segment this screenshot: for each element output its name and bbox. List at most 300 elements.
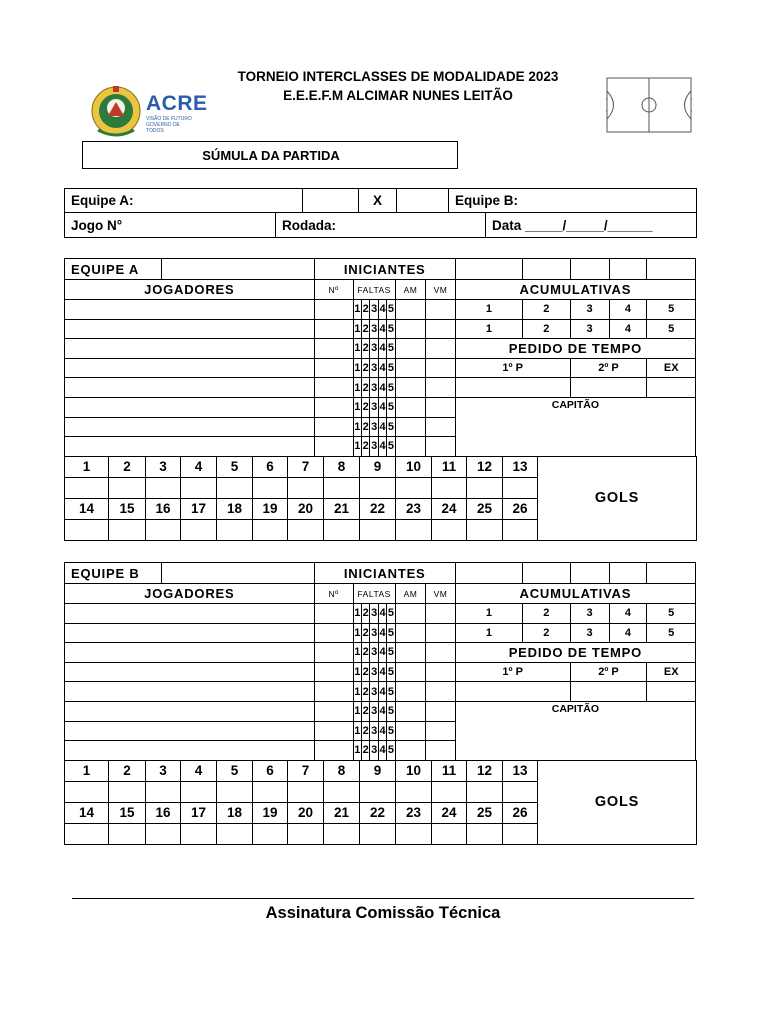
goal-mark-cell[interactable]	[65, 781, 109, 802]
player-number-cell[interactable]	[314, 623, 353, 643]
equipe-a-field[interactable]: Equipe A:	[65, 189, 303, 213]
player-name-cell[interactable]	[65, 721, 315, 741]
goal-number-cell: 2	[109, 760, 146, 781]
team-name-field[interactable]	[161, 563, 314, 584]
goal-mark-cell[interactable]	[217, 823, 253, 844]
futsal-court-icon	[606, 77, 692, 138]
falta-4-cell[interactable]: 4	[378, 378, 386, 398]
acumulativa-5-cell[interactable]: 5	[647, 623, 696, 643]
player-number-cell[interactable]	[314, 378, 353, 398]
falta-5-cell[interactable]: 5	[387, 300, 395, 320]
am-cell[interactable]	[395, 437, 426, 457]
player-name-cell[interactable]	[65, 417, 315, 437]
goal-number-cell: 4	[181, 456, 217, 477]
am-cell[interactable]	[395, 741, 426, 761]
acumulativa-3-cell[interactable]: 3	[570, 319, 609, 339]
goal-number-cell: 15	[109, 802, 146, 823]
falta-2-cell[interactable]: 2	[362, 319, 370, 339]
falta-4-cell[interactable]: 4	[378, 623, 386, 643]
goal-mark-cell[interactable]	[503, 519, 538, 540]
falta-3-cell[interactable]: 3	[370, 741, 378, 761]
am-cell[interactable]	[395, 721, 426, 741]
falta-3-cell[interactable]: 3	[370, 662, 378, 682]
vm-cell[interactable]	[426, 358, 456, 378]
falta-4-cell[interactable]: 4	[378, 662, 386, 682]
goal-mark-cell[interactable]	[396, 477, 432, 498]
vm-cell[interactable]	[426, 417, 456, 437]
versus-label: X	[359, 189, 397, 213]
acumulativa-2-cell[interactable]: 2	[523, 300, 570, 320]
player-number-cell[interactable]	[314, 358, 353, 378]
acumulativa-4-cell[interactable]: 4	[609, 623, 647, 643]
acumulativa-3-cell[interactable]: 3	[570, 604, 609, 624]
acumulativa-5-cell[interactable]: 5	[647, 300, 696, 320]
goal-number-cell: 18	[217, 802, 253, 823]
goal-number-cell: 2	[109, 456, 146, 477]
goal-number-cell: 6	[253, 456, 288, 477]
goal-mark-cell[interactable]	[288, 823, 324, 844]
goal-mark-cell[interactable]	[146, 477, 181, 498]
goal-mark-cell[interactable]	[396, 823, 432, 844]
score-b-field[interactable]	[397, 189, 449, 213]
am-cell[interactable]	[395, 604, 426, 624]
school-name: E.E.E.F.M ALCIMAR NUNES LEITÃO	[283, 88, 513, 103]
am-cell[interactable]	[395, 417, 426, 437]
falta-4-cell[interactable]: 4	[378, 319, 386, 339]
goal-mark-cell[interactable]	[503, 781, 538, 802]
falta-1-cell[interactable]: 1	[353, 721, 361, 741]
acre-logo	[88, 82, 208, 140]
player-number-cell[interactable]	[314, 682, 353, 702]
player-name-cell[interactable]	[65, 358, 315, 378]
goal-mark-cell[interactable]	[324, 477, 360, 498]
am-cell[interactable]	[395, 397, 426, 417]
acumulativa-2-cell[interactable]: 2	[523, 604, 570, 624]
goal-mark-cell[interactable]	[253, 477, 288, 498]
second-period-label: 2º P	[570, 662, 647, 682]
first-period-cell[interactable]	[455, 378, 570, 398]
falta-1-cell[interactable]: 1	[353, 437, 361, 457]
goal-mark-cell[interactable]	[181, 477, 217, 498]
falta-3-cell[interactable]: 3	[370, 417, 378, 437]
vm-cell[interactable]	[426, 741, 456, 761]
vm-cell[interactable]	[426, 378, 456, 398]
team-b-section	[64, 562, 697, 845]
goal-number-cell: 26	[503, 802, 538, 823]
acumulativa-4-cell[interactable]: 4	[609, 604, 647, 624]
falta-2-cell[interactable]: 2	[362, 662, 370, 682]
vm-cell[interactable]	[426, 721, 456, 741]
player-number-cell[interactable]	[314, 701, 353, 721]
falta-3-cell[interactable]: 3	[370, 378, 378, 398]
player-number-cell[interactable]	[314, 417, 353, 437]
match-info-table-2	[64, 212, 697, 238]
falta-1-cell[interactable]: 1	[353, 623, 361, 643]
am-cell[interactable]	[395, 623, 426, 643]
falta-2-cell[interactable]: 2	[362, 358, 370, 378]
falta-5-cell[interactable]: 5	[387, 623, 395, 643]
signature-label: Assinatura Comissão Técnica	[265, 904, 501, 922]
sumula-title: SÚMULA DA PARTIDA	[202, 148, 340, 163]
falta-4-cell[interactable]: 4	[378, 604, 386, 624]
goal-mark-cell[interactable]	[360, 823, 396, 844]
falta-2-cell[interactable]: 2	[362, 437, 370, 457]
falta-5-cell[interactable]: 5	[387, 662, 395, 682]
falta-3-cell[interactable]: 3	[370, 623, 378, 643]
falta-4-cell[interactable]: 4	[378, 682, 386, 702]
player-number-cell[interactable]	[314, 319, 353, 339]
falta-3-cell[interactable]: 3	[370, 604, 378, 624]
player-name-cell[interactable]	[65, 682, 315, 702]
falta-2-cell[interactable]: 2	[362, 604, 370, 624]
goal-mark-cell[interactable]	[324, 823, 360, 844]
vm-cell[interactable]	[426, 397, 456, 417]
player-number-cell[interactable]	[314, 721, 353, 741]
falta-1-cell[interactable]: 1	[353, 643, 361, 663]
gols-total-field[interactable]: GOLS	[538, 760, 697, 844]
player-name-cell[interactable]	[65, 319, 315, 339]
logo-subtitle-2: GOVERNO DE TODOS	[146, 122, 180, 134]
falta-5-cell[interactable]: 5	[387, 604, 395, 624]
second-period-cell[interactable]	[570, 682, 647, 702]
falta-1-cell[interactable]: 1	[353, 417, 361, 437]
am-cell[interactable]	[395, 662, 426, 682]
goal-mark-cell[interactable]	[324, 781, 360, 802]
goal-mark-cell[interactable]	[181, 823, 217, 844]
extra-time-cell[interactable]	[647, 682, 696, 702]
falta-5-cell[interactable]: 5	[387, 319, 395, 339]
capitao-field[interactable]: CAPITÃO	[455, 701, 695, 760]
falta-1-cell[interactable]: 1	[353, 701, 361, 721]
falta-4-cell[interactable]: 4	[378, 339, 386, 359]
falta-2-cell[interactable]: 2	[362, 397, 370, 417]
player-name-cell[interactable]	[65, 437, 315, 457]
jogadores-header: JOGADORES	[65, 280, 315, 300]
goal-number-cell: 22	[360, 498, 396, 519]
am-cell[interactable]	[395, 319, 426, 339]
data-field[interactable]: Data _____/_____/______	[486, 213, 697, 238]
goal-number-cell: 19	[253, 498, 288, 519]
goal-number-cell: 11	[432, 456, 467, 477]
goal-number-cell: 10	[396, 456, 432, 477]
acumulativa-1-cell[interactable]: 1	[455, 623, 522, 643]
faltas-header: FALTAS	[353, 584, 395, 604]
falta-1-cell[interactable]: 1	[353, 741, 361, 761]
acumulativa-1-cell[interactable]: 1	[455, 604, 522, 624]
goal-mark-cell[interactable]	[396, 781, 432, 802]
falta-5-cell[interactable]: 5	[387, 378, 395, 398]
top-blank-cell[interactable]	[523, 259, 570, 280]
goal-mark-cell[interactable]	[467, 477, 503, 498]
falta-4-cell[interactable]: 4	[378, 397, 386, 417]
extra-time-cell[interactable]	[647, 378, 696, 398]
vm-cell[interactable]	[426, 300, 456, 320]
goal-mark-cell[interactable]	[467, 519, 503, 540]
acumulativa-2-cell[interactable]: 2	[523, 623, 570, 643]
first-period-label: 1º P	[455, 358, 570, 378]
player-number-cell[interactable]	[314, 662, 353, 682]
goal-mark-cell[interactable]	[253, 823, 288, 844]
top-blank-cell[interactable]	[647, 563, 696, 584]
goal-mark-cell[interactable]	[65, 477, 109, 498]
goal-number-cell: 8	[324, 456, 360, 477]
goal-mark-cell[interactable]	[109, 823, 146, 844]
falta-2-cell[interactable]: 2	[362, 682, 370, 702]
player-name-cell[interactable]	[65, 643, 315, 663]
goal-number-cell: 17	[181, 802, 217, 823]
top-blank-cell[interactable]	[523, 563, 570, 584]
falta-5-cell[interactable]: 5	[387, 397, 395, 417]
team-name-field[interactable]	[161, 259, 314, 280]
falta-1-cell[interactable]: 1	[353, 682, 361, 702]
falta-1-cell[interactable]: 1	[353, 300, 361, 320]
numero-header: Nº	[314, 280, 353, 300]
goal-mark-cell[interactable]	[217, 519, 253, 540]
acumulativa-4-cell[interactable]: 4	[609, 319, 647, 339]
acumulativa-3-cell[interactable]: 3	[570, 623, 609, 643]
falta-3-cell[interactable]: 3	[370, 339, 378, 359]
goal-number-cell: 8	[324, 760, 360, 781]
falta-2-cell[interactable]: 2	[362, 623, 370, 643]
goal-mark-cell[interactable]	[432, 823, 467, 844]
player-name-cell[interactable]	[65, 300, 315, 320]
am-cell[interactable]	[395, 643, 426, 663]
goal-number-cell: 21	[324, 802, 360, 823]
acumulativa-1-cell[interactable]: 1	[455, 300, 522, 320]
falta-5-cell[interactable]: 5	[387, 643, 395, 663]
player-name-cell[interactable]	[65, 741, 315, 761]
goal-mark-cell[interactable]	[360, 519, 396, 540]
team-label: EQUIPE A	[65, 259, 162, 280]
top-blank-cell[interactable]	[570, 563, 609, 584]
score-a-field[interactable]	[303, 189, 359, 213]
falta-4-cell[interactable]: 4	[378, 721, 386, 741]
equipe-b-field[interactable]: Equipe B:	[449, 189, 697, 213]
falta-4-cell[interactable]: 4	[378, 701, 386, 721]
goal-mark-cell[interactable]	[253, 519, 288, 540]
goal-mark-cell[interactable]	[146, 781, 181, 802]
falta-5-cell[interactable]: 5	[387, 417, 395, 437]
falta-4-cell[interactable]: 4	[378, 643, 386, 663]
match-info-table	[64, 188, 697, 213]
falta-5-cell[interactable]: 5	[387, 339, 395, 359]
player-name-cell[interactable]	[65, 397, 315, 417]
top-blank-cell[interactable]	[609, 259, 647, 280]
jogo-field[interactable]: Jogo N°	[65, 213, 276, 238]
falta-2-cell[interactable]: 2	[362, 741, 370, 761]
player-number-cell[interactable]	[314, 437, 353, 457]
falta-2-cell[interactable]: 2	[362, 417, 370, 437]
top-blank-cell[interactable]	[570, 259, 609, 280]
acumulativa-5-cell[interactable]: 5	[647, 319, 696, 339]
extra-time-label: EX	[647, 662, 696, 682]
falta-3-cell[interactable]: 3	[370, 358, 378, 378]
goal-mark-cell[interactable]	[432, 477, 467, 498]
goal-mark-cell[interactable]	[217, 781, 253, 802]
vm-cell[interactable]	[426, 339, 456, 359]
goal-mark-cell[interactable]	[467, 823, 503, 844]
falta-3-cell[interactable]: 3	[370, 721, 378, 741]
falta-2-cell[interactable]: 2	[362, 721, 370, 741]
falta-3-cell[interactable]: 3	[370, 643, 378, 663]
goal-mark-cell[interactable]	[181, 781, 217, 802]
goal-mark-cell[interactable]	[288, 477, 324, 498]
falta-3-cell[interactable]: 3	[370, 397, 378, 417]
falta-5-cell[interactable]: 5	[387, 358, 395, 378]
falta-1-cell[interactable]: 1	[353, 339, 361, 359]
falta-2-cell[interactable]: 2	[362, 701, 370, 721]
falta-2-cell[interactable]: 2	[362, 339, 370, 359]
acumulativa-3-cell[interactable]: 3	[570, 300, 609, 320]
goal-mark-cell[interactable]	[432, 519, 467, 540]
numero-header: Nº	[314, 584, 353, 604]
falta-2-cell[interactable]: 2	[362, 378, 370, 398]
falta-5-cell[interactable]: 5	[387, 701, 395, 721]
goals-table	[64, 760, 697, 845]
goal-number-cell: 20	[288, 498, 324, 519]
goal-mark-cell[interactable]	[360, 781, 396, 802]
am-cell[interactable]	[395, 682, 426, 702]
goal-mark-cell[interactable]	[109, 477, 146, 498]
top-blank-cell[interactable]	[609, 563, 647, 584]
top-blank-cell[interactable]	[455, 563, 522, 584]
goals-table	[64, 456, 697, 541]
top-blank-cell[interactable]	[455, 259, 522, 280]
first-period-label: 1º P	[455, 662, 570, 682]
player-number-cell[interactable]	[314, 741, 353, 761]
goal-number-cell: 9	[360, 456, 396, 477]
goal-number-cell: 24	[432, 498, 467, 519]
falta-4-cell[interactable]: 4	[378, 417, 386, 437]
tournament-title: TORNEIO INTERCLASSES DE MODALIDADE 2023	[237, 69, 559, 84]
falta-5-cell[interactable]: 5	[387, 682, 395, 702]
player-name-cell[interactable]	[65, 378, 315, 398]
goal-mark-cell[interactable]	[65, 519, 109, 540]
vm-cell[interactable]	[426, 604, 456, 624]
falta-5-cell[interactable]: 5	[387, 741, 395, 761]
goal-mark-cell[interactable]	[288, 781, 324, 802]
player-number-cell[interactable]	[314, 300, 353, 320]
player-number-cell[interactable]	[314, 643, 353, 663]
jogadores-header: JOGADORES	[65, 584, 315, 604]
falta-1-cell[interactable]: 1	[353, 358, 361, 378]
goal-mark-cell[interactable]	[503, 823, 538, 844]
goal-mark-cell[interactable]	[503, 477, 538, 498]
goal-mark-cell[interactable]	[217, 477, 253, 498]
goal-number-cell: 25	[467, 802, 503, 823]
falta-3-cell[interactable]: 3	[370, 701, 378, 721]
falta-3-cell[interactable]: 3	[370, 300, 378, 320]
am-cell[interactable]	[395, 300, 426, 320]
falta-3-cell[interactable]: 3	[370, 319, 378, 339]
falta-2-cell[interactable]: 2	[362, 300, 370, 320]
capitao-field[interactable]: CAPITÃO	[455, 397, 695, 456]
vm-cell[interactable]	[426, 623, 456, 643]
goal-mark-cell[interactable]	[288, 519, 324, 540]
goal-mark-cell[interactable]	[253, 781, 288, 802]
pedido-tempo-header: PEDIDO DE TEMPO	[455, 339, 695, 359]
vm-cell[interactable]	[426, 437, 456, 457]
goal-mark-cell[interactable]	[360, 477, 396, 498]
goal-mark-cell[interactable]	[324, 519, 360, 540]
goal-mark-cell[interactable]	[109, 519, 146, 540]
second-period-cell[interactable]	[570, 378, 647, 398]
gols-total-field[interactable]: GOLS	[538, 456, 697, 540]
am-cell[interactable]	[395, 701, 426, 721]
vm-cell[interactable]	[426, 701, 456, 721]
goal-mark-cell[interactable]	[181, 519, 217, 540]
goal-number-cell: 26	[503, 498, 538, 519]
player-name-cell[interactable]	[65, 339, 315, 359]
player-name-cell[interactable]	[65, 623, 315, 643]
goal-number-cell: 6	[253, 760, 288, 781]
falta-5-cell[interactable]: 5	[387, 721, 395, 741]
falta-4-cell[interactable]: 4	[378, 300, 386, 320]
goal-number-cell: 13	[503, 456, 538, 477]
falta-3-cell[interactable]: 3	[370, 682, 378, 702]
rodada-field[interactable]: Rodada:	[276, 213, 486, 238]
falta-1-cell[interactable]: 1	[353, 397, 361, 417]
goal-mark-cell[interactable]	[467, 781, 503, 802]
acumulativa-4-cell[interactable]: 4	[609, 300, 647, 320]
player-number-cell[interactable]	[314, 339, 353, 359]
goal-mark-cell[interactable]	[109, 781, 146, 802]
acumulativa-5-cell[interactable]: 5	[647, 604, 696, 624]
signature-line	[72, 898, 694, 899]
falta-5-cell[interactable]: 5	[387, 437, 395, 457]
goal-mark-cell[interactable]	[146, 519, 181, 540]
am-cell[interactable]	[395, 378, 426, 398]
goal-number-cell: 12	[467, 456, 503, 477]
first-period-cell[interactable]	[455, 682, 570, 702]
vm-cell[interactable]	[426, 662, 456, 682]
player-name-cell[interactable]	[65, 604, 315, 624]
player-name-cell[interactable]	[65, 701, 315, 721]
falta-1-cell[interactable]: 1	[353, 662, 361, 682]
vm-header: VM	[426, 584, 456, 604]
falta-4-cell[interactable]: 4	[378, 741, 386, 761]
falta-1-cell[interactable]: 1	[353, 378, 361, 398]
player-number-cell[interactable]	[314, 604, 353, 624]
vm-cell[interactable]	[426, 319, 456, 339]
second-period-label: 2º P	[570, 358, 647, 378]
am-cell[interactable]	[395, 358, 426, 378]
goal-mark-cell[interactable]	[146, 823, 181, 844]
goal-number-cell: 17	[181, 498, 217, 519]
acumulativa-2-cell[interactable]: 2	[523, 319, 570, 339]
top-blank-cell[interactable]	[647, 259, 696, 280]
goal-mark-cell[interactable]	[396, 519, 432, 540]
am-cell[interactable]	[395, 339, 426, 359]
falta-4-cell[interactable]: 4	[378, 437, 386, 457]
vm-cell[interactable]	[426, 682, 456, 702]
goal-number-cell: 1	[65, 760, 109, 781]
player-number-cell[interactable]	[314, 397, 353, 417]
falta-3-cell[interactable]: 3	[370, 437, 378, 457]
falta-1-cell[interactable]: 1	[353, 604, 361, 624]
goal-number-cell: 15	[109, 498, 146, 519]
goal-mark-cell[interactable]	[432, 781, 467, 802]
falta-1-cell[interactable]: 1	[353, 319, 361, 339]
goal-mark-cell[interactable]	[65, 823, 109, 844]
player-name-cell[interactable]	[65, 662, 315, 682]
falta-4-cell[interactable]: 4	[378, 358, 386, 378]
acumulativa-1-cell[interactable]: 1	[455, 319, 522, 339]
goal-number-cell: 19	[253, 802, 288, 823]
goal-number-cell: 14	[65, 802, 109, 823]
falta-2-cell[interactable]: 2	[362, 643, 370, 663]
vm-cell[interactable]	[426, 643, 456, 663]
